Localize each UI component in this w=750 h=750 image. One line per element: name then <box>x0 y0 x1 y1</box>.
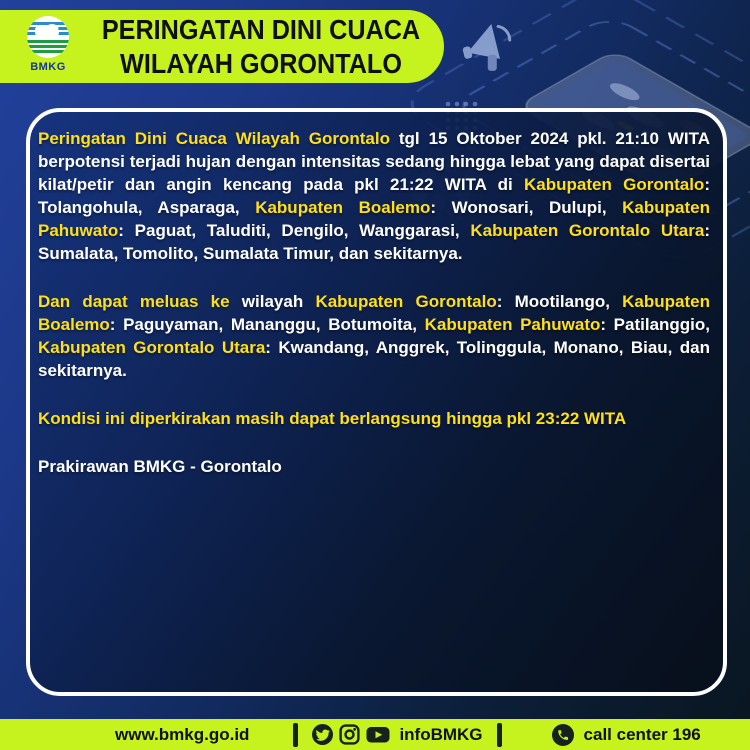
header-banner <box>0 10 444 83</box>
text-segment-yellow: Kabupaten Gorontalo Utara <box>470 221 705 240</box>
text-segment-yellow: Kabupaten Boalemo <box>38 292 710 334</box>
text-segment-white: : Wonosari, Dulupi, <box>430 198 623 217</box>
warning-paragraph-1 <box>38 127 710 265</box>
text-segment-yellow: Kabupaten Pahuwato <box>38 198 710 240</box>
text-segment-white: : Paguyaman, Mananggu, Botumoita, <box>109 315 425 334</box>
warning-paragraph-4 <box>38 455 710 478</box>
text-segment-white: : Paguat, Taluditi, Dengilo, Wanggarasi, <box>118 221 471 240</box>
warning-paragraph-2 <box>38 290 710 382</box>
text-segment-yellow: Kabupaten Pahuwato <box>424 315 601 334</box>
text-segment-yellow: Peringatan Dini Cuaca Wilayah Gorontalo <box>38 129 390 148</box>
text-segment-yellow: Kabupaten Boalemo <box>255 198 431 217</box>
text-segment-white: : Tolangohula, Asparaga, <box>38 175 710 217</box>
text-segment-white: tgl 15 Oktober 2024 pkl. 21:10 WITA berpotensi terjadi hujan dengan intensitas sedang hingga lebat yang dapat disertai kilat/petir dan angin kencang pada pkl 21:22 WITA di <box>38 129 710 194</box>
text-segment-yellow: Kabupaten Gorontalo <box>315 292 497 311</box>
page-title-line1: PERINGATAN DINI CUACA <box>101 13 421 45</box>
warning-card <box>26 108 727 696</box>
text-segment-yellow: Dan dapat meluas ke <box>38 292 230 311</box>
bmkg-logo-icon <box>26 15 70 59</box>
text-segment-yellow: Kondisi ini diperkirakan masih dapat berlangsung hingga pkl 23:22 WITA <box>38 409 627 428</box>
instagram-icon[interactable] <box>339 724 360 745</box>
bmkg-logo <box>21 15 75 73</box>
warning-paragraph-3 <box>38 407 710 430</box>
website-link[interactable]: www.bmkg.go.id <box>115 724 250 744</box>
text-segment-yellow: Kabupaten Gorontalo <box>523 175 705 194</box>
megaphone-icon <box>458 21 516 78</box>
phone-icon <box>552 724 574 746</box>
text-segment-white: : Patilanggio, <box>600 315 711 334</box>
bmkg-logo-label: BMKG <box>30 61 66 73</box>
page-title <box>96 13 425 81</box>
youtube-icon[interactable] <box>366 724 390 745</box>
page-title-line2: WILAYAH GORONTALO <box>120 47 402 79</box>
twitter-icon[interactable] <box>312 724 333 745</box>
text-segment-white: : Sumalata, Tomolito, Sumalata Timur, dan sekitarnya. <box>38 221 710 263</box>
footer-bar <box>0 719 750 750</box>
footer-divider <box>293 723 298 747</box>
text-segment-white: wilayah <box>229 292 316 311</box>
footer-divider <box>497 723 502 747</box>
call-center-label: call center 196 <box>583 724 701 744</box>
social-handle-label: infoBMKG <box>399 724 483 744</box>
text-segment-white: Prakirawan BMKG - Gorontalo <box>38 457 282 476</box>
text-segment-yellow: Kabupaten Gorontalo Utara <box>38 338 266 357</box>
text-segment-white: : Mootilango, <box>496 292 623 311</box>
text-segment-white: : Kwandang, Anggrek, Tolinggula, Monano, Biau, dan sekitarnya. <box>38 338 710 380</box>
